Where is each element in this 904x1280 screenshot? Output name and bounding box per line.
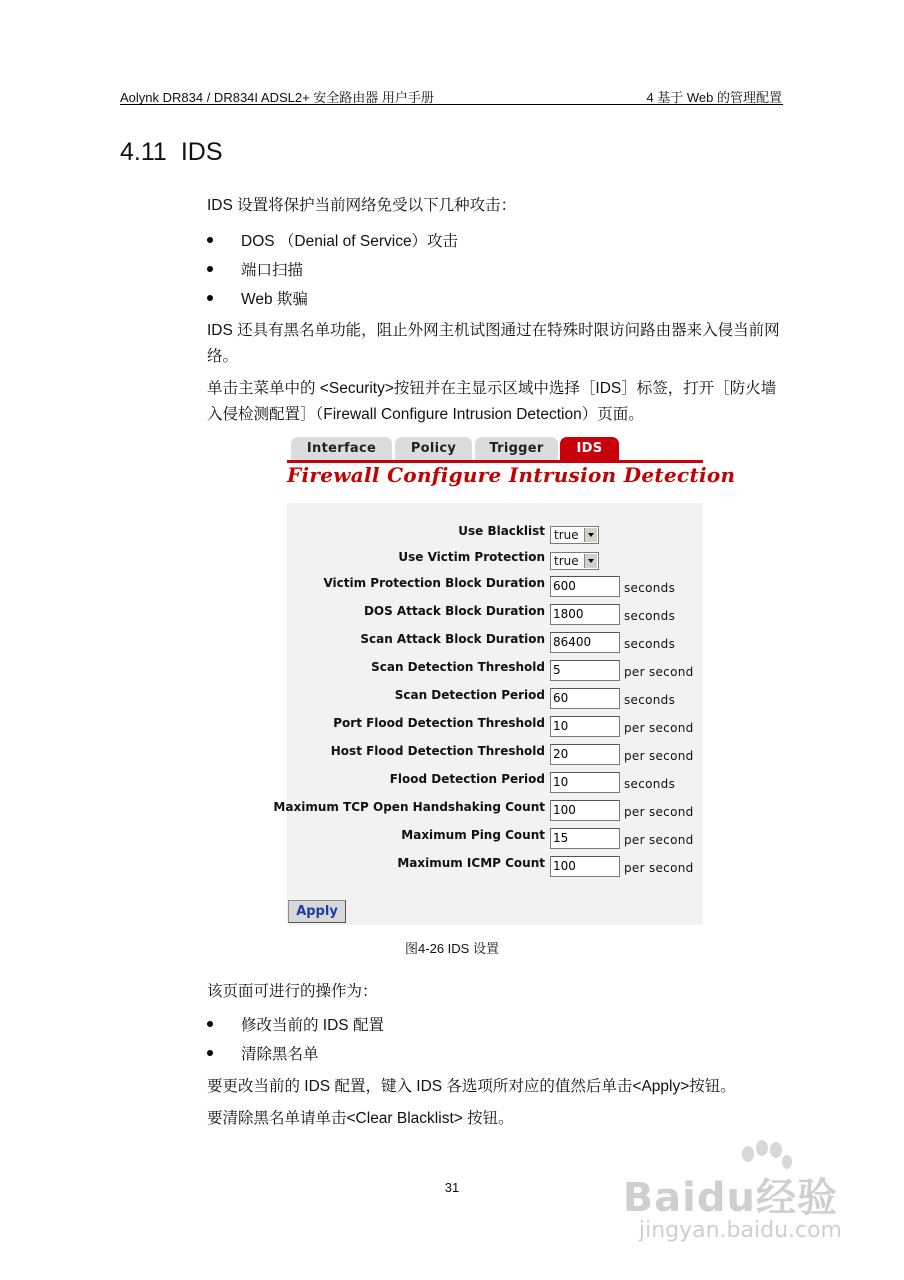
form-row	[287, 603, 703, 627]
port-flood-detection-threshold-input[interactable]: 10	[550, 716, 620, 737]
header-rule	[120, 104, 783, 105]
watermark-url: jingyan.baidu.com	[638, 1218, 842, 1243]
max-ping-count-input[interactable]: 15	[550, 828, 620, 849]
chevron-down-icon[interactable]	[584, 528, 597, 542]
victim-protection-block-duration-input[interactable]: 600	[550, 576, 620, 597]
unit-label: per second	[624, 833, 694, 847]
use-blacklist-label: Use Blacklist	[458, 524, 545, 538]
operation-item: 修改当前的 IDS 配置	[207, 1015, 384, 1037]
host-flood-detection-threshold-label: Host Flood Detection Threshold	[330, 744, 545, 758]
apply-button[interactable]: Apply	[288, 900, 346, 923]
attack-item: DOS （Denial of Service）攻击	[207, 231, 458, 253]
ids-config-screenshot	[273, 435, 736, 925]
use-blacklist-select[interactable]: true	[550, 526, 599, 544]
form-row	[287, 827, 703, 851]
flood-detection-period-label: Flood Detection Period	[389, 772, 545, 786]
section-number: 4.11	[120, 138, 167, 166]
unit-label: per second	[624, 721, 694, 735]
clear-paragraph: 要清除黑名单请单击<Clear Blacklist> 按钮。	[207, 1110, 514, 1127]
max-tcp-open-handshaking-count-label: Maximum TCP Open Handshaking Count	[273, 800, 545, 814]
form-row	[287, 523, 703, 547]
figure-caption: 图4-26 IDS 设置	[405, 941, 499, 956]
running-header-right: 4 基于 Web 的管理配置	[646, 90, 782, 105]
unit-label: per second	[624, 861, 694, 875]
max-ping-count-label: Maximum Ping Count	[401, 828, 545, 842]
use-victim-protection-label: Use Victim Protection	[398, 550, 545, 564]
host-flood-detection-threshold-input[interactable]: 20	[550, 744, 620, 765]
max-icmp-count-label: Maximum ICMP Count	[397, 856, 545, 870]
navigation-paragraph: 单击主菜单中的 <Security>按钮并在主显示区域中选择［IDS］标签，打开［防火墙入侵检测配置］（Firewall Configure Intrusion Detection）页面。	[207, 380, 777, 423]
unit-label: per second	[624, 749, 694, 763]
form-row	[287, 549, 703, 573]
scan-attack-block-duration-label: Scan Attack Block Duration	[360, 632, 545, 646]
bullet-icon	[207, 1050, 213, 1056]
attack-item: Web 欺骗	[207, 289, 308, 311]
unit-label: seconds	[624, 609, 676, 623]
dos-attack-block-duration-input[interactable]: 1800	[550, 604, 620, 625]
form-row	[287, 687, 703, 711]
bullet-icon	[207, 266, 213, 272]
unit-label: seconds	[624, 693, 676, 707]
scan-detection-period-label: Scan Detection Period	[394, 688, 545, 702]
tab-policy[interactable]: Policy	[395, 437, 472, 460]
unit-label: seconds	[624, 581, 676, 595]
watermark-logo: Baidu经验	[622, 1175, 838, 1221]
unit-label: seconds	[624, 637, 676, 651]
form-row	[287, 743, 703, 767]
chevron-down-icon[interactable]	[584, 554, 597, 568]
scan-detection-threshold-label: Scan Detection Threshold	[371, 660, 545, 674]
bullet-icon	[207, 295, 213, 301]
scan-detection-period-input[interactable]: 60	[550, 688, 620, 709]
bullet-icon	[207, 1021, 213, 1027]
form-row	[287, 771, 703, 795]
unit-label: seconds	[624, 777, 676, 791]
flood-detection-period-input[interactable]: 10	[550, 772, 620, 793]
operations-intro: 该页面可进行的操作为：	[207, 983, 378, 1000]
form-row	[273, 799, 703, 823]
attack-item: 端口扫描	[207, 260, 303, 282]
bullet-icon	[207, 237, 213, 243]
ids-form	[273, 503, 703, 925]
page-number: 31	[444, 1180, 460, 1195]
scan-attack-block-duration-input[interactable]: 86400	[550, 632, 620, 653]
section-title	[120, 138, 223, 167]
operation-item: 清除黑名单	[207, 1044, 319, 1066]
tab-interface[interactable]: Interface	[291, 437, 392, 460]
form-row	[287, 575, 703, 599]
scan-detection-threshold-input[interactable]: 5	[550, 660, 620, 681]
modify-paragraph: 要更改当前的 IDS 配置，键入 IDS 各选项所对应的值然后单击<Apply>按钮。	[207, 1078, 736, 1095]
max-tcp-open-handshaking-count-input[interactable]: 100	[550, 800, 620, 821]
max-icmp-count-input[interactable]: 100	[550, 856, 620, 877]
port-flood-detection-threshold-label: Port Flood Detection Threshold	[333, 716, 545, 730]
form-row	[287, 855, 703, 879]
tab-trigger[interactable]: Trigger	[475, 437, 558, 460]
tab-bar	[287, 437, 703, 461]
section-heading: IDS	[180, 138, 223, 166]
baidu-watermark	[622, 1140, 848, 1244]
form-row	[287, 715, 703, 739]
form-row	[287, 631, 703, 655]
running-header-left: Aolynk DR834 / DR834I ADSL2+ 安全路由器 用户手册	[120, 90, 434, 105]
blacklist-paragraph: IDS 还具有黑名单功能，阻止外网主机试图通过在特殊时限访问路由器来入侵当前网络。	[207, 322, 780, 365]
unit-label: per second	[624, 805, 694, 819]
page-title: Firewall Configure Intrusion Detection	[287, 463, 736, 487]
unit-label: per second	[624, 665, 694, 679]
tab-ids[interactable]: IDS	[560, 437, 619, 460]
dos-attack-block-duration-label: DOS Attack Block Duration	[363, 604, 545, 618]
use-victim-protection-select[interactable]: true	[550, 552, 599, 570]
intro-paragraph: IDS 设置将保护当前网络免受以下几种攻击：	[207, 197, 517, 214]
form-row	[287, 659, 703, 683]
victim-protection-block-duration-label: Victim Protection Block Duration	[323, 576, 545, 590]
